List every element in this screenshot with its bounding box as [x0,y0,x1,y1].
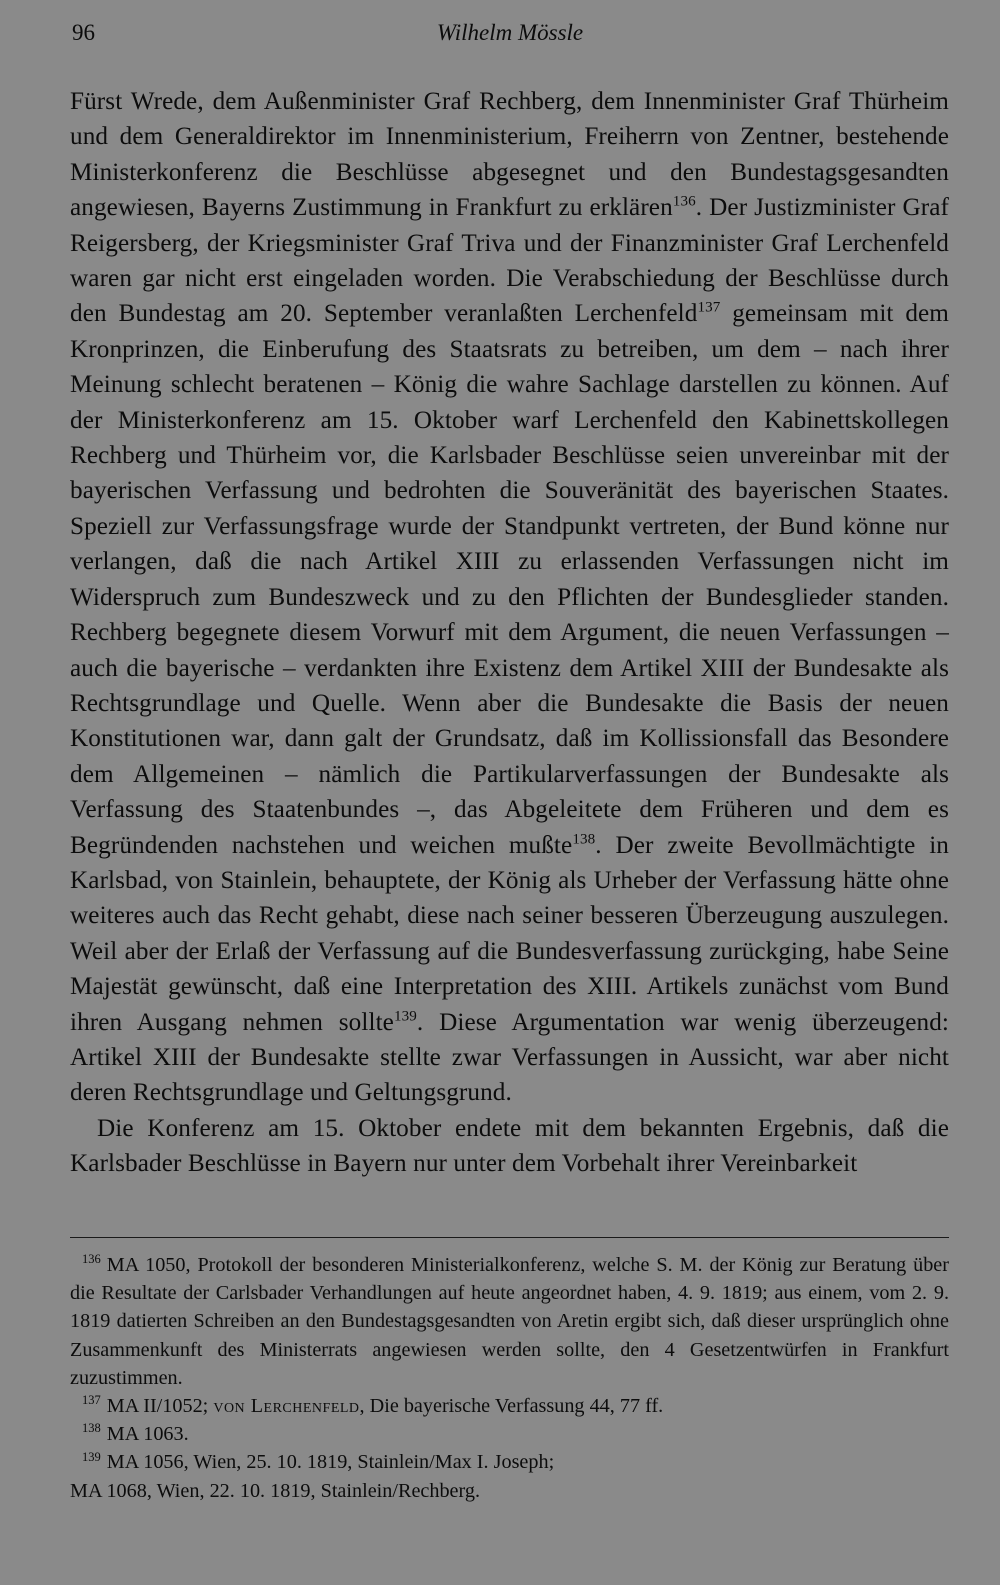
footnote-139-continuation: MA 1068, Wien, 22. 10. 1819, Stainlein/Rechberg. [70,1479,481,1502]
footnote-text: MA 1056, Wien, 25. 10. 1819, Stainlein/Max I. Joseph; [106,1451,555,1474]
text-segment: . Der Justizminister Graf Reigersberg, der Kriegsminister Graf Triva und der Finanzminister Graf Lerchenfeld waren gar nicht erst eingeladen worden. Die Verabschiedung der Beschlüsse durch den Bundestag am 20. September veranlaßten Lerchenfeld [70,194,949,328]
footnote-137 [70,1392,949,1420]
footnote-ref-139: 139 [393,1008,417,1025]
footnote-139 [70,1448,949,1476]
footnotes [70,1251,949,1505]
footnote-text: , Die bayerische Verfassung 44, 77 ff. [359,1395,664,1418]
footnote-text: MA 1050, Protokoll der besonderen Ministerialkonferenz, welche S. M. der König zur Beratung über die Resultate der Carlsbader Verhandlungen auf heute angeordnet haben, 4. 9. 1819; aus einem, vom 2. 9. 1819 datierten Schreiben an den Bundestagsgesandten von Aretin ergibt sich, daß dieser ursprünglich ohne Zusammenkunft des Ministerrats angewiesen werden sollte, den 4 Gesetzentwürfen in Frankfurt zuzustimmen. [70,1254,949,1389]
footnote-author: von Lerchenfeld [213,1395,360,1418]
footnote-ref-138: 138 [572,831,596,848]
footnote-ref-137: 137 [697,300,721,317]
text-segment: gemeinsam mit dem Kronprinzen, die Einberufung des Staatsrats zu betreiben, um dem – nach ihrer Meinung schlecht beratenen – König die wahre Sachlage darstellen zu können. Auf der Ministerkonferenz am 15. Oktober warf Lerchenfeld den Kabinettskollegen Rechberg und Thürheim vor, die Karlsbader Beschlüsse seien unvereinbar mit der bayerischen Verfassung und bedrohten die Souveränität des bayerischen Staates. Speziell zur Verfassungsfrage wurde der Standpunkt vertreten, der Bund könne nur verlangen, daß die nach Artikel XIII zu erlassenden Verfassungen nicht im Widerspruch zum Bundeszweck und zu den Pflichten der Bundesglieder standen. Rechberg begegnete diesem Vorwurf mit dem Argument, die neuen Verfassungen – auch die bayerische – verdankten ihre Existenz dem Artikel XIII der Bundesakte als Rechtsgrundlage und Quelle. Wenn aber die Bundesakte die Basis der neuen Konstitutionen war, dann galt der Grundsatz, daß im Kollissionsfall das Besondere dem Allgemeinen – nämlich die Partikularverfassungen der Bundesakte als Verfassung des Staatenbundes –, das Abgeleitete dem Früheren und dem es Begründenden nachstehen und weichen mußte [70,300,950,859]
footnote-number: 139 [82,1449,101,1464]
footnote-text: MA II/1052; [106,1395,214,1418]
footnote-number: 138 [82,1421,101,1436]
footnote-138 [70,1420,949,1448]
text-segment: . Der zweite Bevollmächtigte in Karlsbad, von Stainlein, behauptete, der König als Urheber der Verfassung hätte ohne weiteres auch das Recht gehabt, diese nach seiner besseren Überzeugung auszulegen. Weil aber der Erlaß der Verfassung auf die Bundesverfassung zurückging, habe Seine Majestät gewünscht, daß eine Interpretation des XIII. Artikels zunächst vom Bund ihren Ausgang nehmen sollte [70,831,949,1036]
page-header [72,20,948,50]
footnote-text: MA 1063. [106,1423,189,1446]
paragraph: Die Konferenz am 15. Oktober endete mit dem bekannten Ergebnis, daß die Karlsbader Beschlüsse in Bayern nur unter dem Vorbehalt ihrer Vereinbarkeit [70,1114,949,1178]
text-segment: Fürst Wrede, dem Außenminister Graf Rechberg, dem Innenminister Graf Thürheim und dem Generaldirektor im Innenministerium, Freiherrn von Zentner, bestehende Ministerkonferenz die Beschlüsse abgesegnet und den Bundestagsgesandten angewiesen, Bayerns Zustimmung in Frankfurt zu erklären [70,88,949,222]
paragraph [70,84,949,1111]
text-segment: . Diese Argumentation war wenig überzeugend: Artikel XIII der Bundesakte stellte zwar Verfassungen in Aussicht, war aber nicht deren Rechtsgrundlage und Geltungsgrund. [70,1008,949,1107]
footnote-136 [70,1251,949,1392]
footnote-ref-136: 136 [672,193,696,210]
main-text [70,84,949,1182]
page-number: 96 [72,20,95,45]
running-head: Wilhelm Mössle [436,20,584,45]
footnote-separator [70,1237,949,1238]
footnote-number: 137 [82,1393,101,1408]
footnote-number: 136 [82,1252,101,1267]
